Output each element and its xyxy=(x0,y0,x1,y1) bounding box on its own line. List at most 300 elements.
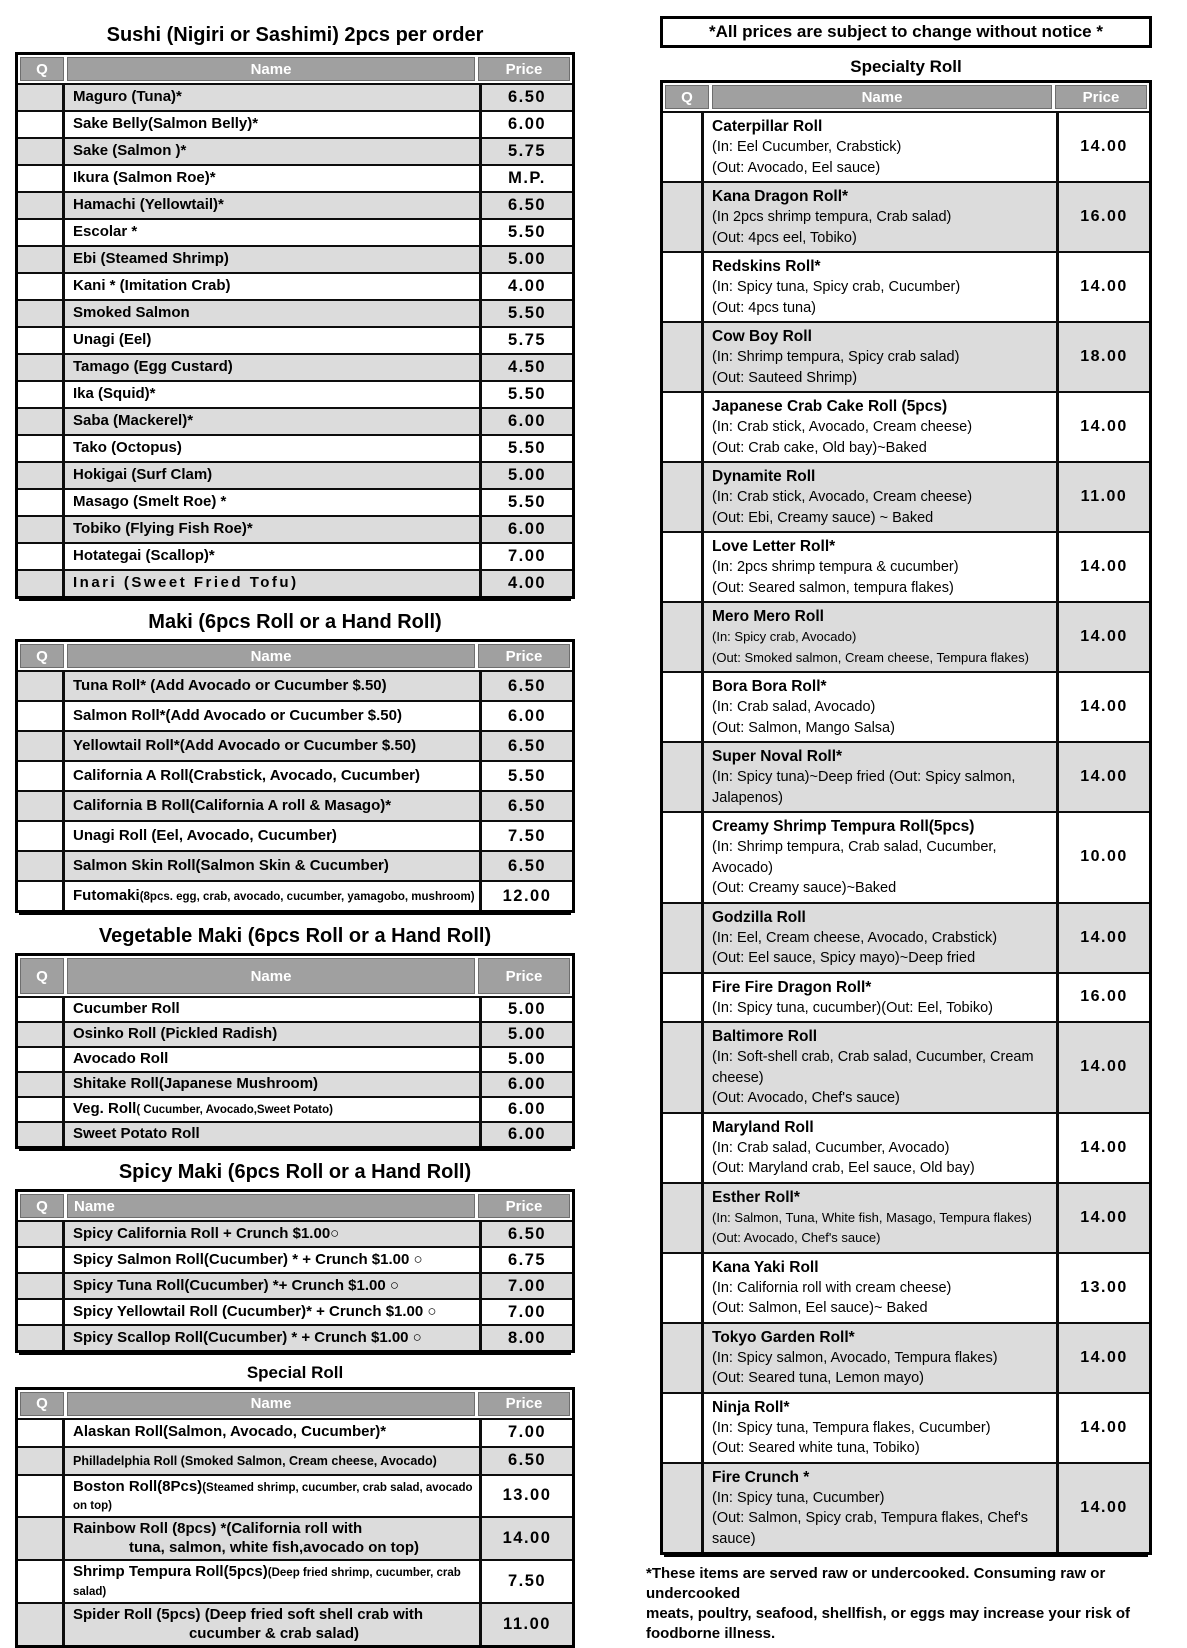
item-price-cell: 5.00 xyxy=(479,247,572,272)
quantity-cell xyxy=(663,1394,704,1462)
menu-section-sushi xyxy=(15,24,575,599)
item-name-cell xyxy=(704,1114,1056,1182)
item-price-cell: 13.00 xyxy=(479,1476,572,1517)
item-detail-line: (In: Spicy tuna, Cucumber) xyxy=(712,1489,885,1506)
item-name-cell xyxy=(65,732,479,760)
item-name-cell xyxy=(704,1254,1056,1322)
item-detail-line: (Out: Ebi, Creamy sauce) ~ Baked xyxy=(712,509,934,526)
item-detail-line: (Out: 4pcs eel, Tobiko) xyxy=(712,229,857,246)
item-name xyxy=(73,493,475,512)
column-header-quantity: Q xyxy=(20,57,64,81)
quantity-cell xyxy=(18,166,65,191)
menu-row xyxy=(18,850,572,880)
item-price-cell: 4.00 xyxy=(479,571,572,596)
item-name-text: Godzilla Roll xyxy=(712,908,806,926)
item-name-text: Kana Dragon Roll* xyxy=(712,188,849,205)
disclaimer-line-2: meats, poultry, seafood, shellfish, or eggs may increase your risk of foodborne illness. xyxy=(646,1605,1131,1642)
item-name-cell xyxy=(704,393,1056,461)
menu-row xyxy=(18,326,572,353)
item-name-cell xyxy=(65,792,479,820)
item-name-cell xyxy=(704,183,1056,251)
item-price-cell: 14.00 xyxy=(1056,904,1149,972)
item-name-cell xyxy=(65,1561,479,1602)
item-name-cell xyxy=(65,1023,479,1046)
item-name-text: Tamago (Egg Custard) xyxy=(73,358,233,376)
item-detail-line: (In: Salmon, Tuna, White fish, Masago, Tempura flakes)(Out: Avocado, Chef's sauce) xyxy=(712,1209,1032,1245)
item-price-cell: 5.50 xyxy=(479,762,572,790)
item-name-text: Spicy Salmon Roll(Cucumber) * + Crunch $1.00 ○ xyxy=(73,1250,423,1268)
menu-row xyxy=(18,1246,572,1272)
item-detail-line: (Out: Salmon, Spicy crab, Tempura flakes, Chef's sauce) xyxy=(712,1510,1028,1547)
menu-row xyxy=(663,461,1149,531)
item-detail-line: (In: Spicy salmon, Avocado, Tempura flakes) xyxy=(712,1349,998,1366)
item-detail-line: (In: Spicy tuna, Spicy crab, Cucumber) xyxy=(712,279,961,295)
menu-row xyxy=(18,1021,572,1046)
menu-row xyxy=(663,251,1149,321)
item-name-text: Fire Fire Dragon Roll* xyxy=(712,978,872,996)
item-name-text: Hamachi (Yellowtail)* xyxy=(73,196,224,214)
quantity-cell xyxy=(18,1023,65,1046)
specialty-roll-table xyxy=(660,80,1152,1555)
item-name xyxy=(73,1075,475,1094)
item-name-cell xyxy=(65,301,479,326)
item-name-cell xyxy=(65,409,479,434)
item-price-cell: 4.50 xyxy=(479,355,572,380)
item-name-text: Maryland Roll xyxy=(712,1118,814,1136)
menu-row xyxy=(18,1324,572,1350)
item-price-cell: 6.50 xyxy=(479,1222,572,1246)
menu-row xyxy=(18,407,572,434)
item-name xyxy=(73,439,475,458)
section-title-sushi: Sushi (Nigiri or Sashimi) 2pcs per order xyxy=(106,24,484,46)
item-price-cell: 14.00 xyxy=(1056,533,1149,601)
item-name-cell xyxy=(65,436,479,461)
item-detail-line: (Out: Seared salmon, tempura flakes) xyxy=(712,579,954,596)
menu-table-spicy xyxy=(15,1189,575,1353)
item-detail-line: (Out: Avocado, Chef's sauce) xyxy=(712,1090,900,1106)
item-detail-line: (In: Shrimp tempura, Spicy crab salad) xyxy=(712,349,960,365)
item-name-cell xyxy=(704,323,1056,391)
quantity-cell xyxy=(663,113,704,181)
item-price-cell: 11.00 xyxy=(479,1604,572,1645)
item-name-cell xyxy=(65,1300,479,1324)
item-detail-line: (In: Crab stick, Avocado, Cream cheese) xyxy=(712,489,973,505)
quantity-cell xyxy=(18,517,65,542)
menu-row xyxy=(18,1602,572,1645)
column-header-name: Name xyxy=(67,1392,475,1416)
quantity-cell xyxy=(18,1420,65,1446)
item-name-text: Cucumber Roll xyxy=(73,1000,180,1018)
menu-table-specialty xyxy=(660,80,1152,1555)
item-price-cell: 4.00 xyxy=(479,274,572,299)
quantity-cell xyxy=(663,1184,704,1252)
item-name xyxy=(73,1452,475,1470)
item-detail-line: (In: Spicy tuna, Tempura flakes, Cucumber) xyxy=(712,1419,991,1436)
item-name-cell xyxy=(704,673,1056,741)
item-price-cell: 16.00 xyxy=(1056,974,1149,1022)
quantity-cell xyxy=(663,603,704,671)
menu-row xyxy=(18,299,572,326)
item-name xyxy=(73,1100,475,1119)
menu-row xyxy=(18,1559,572,1602)
item-name-text: Mero Mero Roll xyxy=(712,608,824,625)
column-header-quantity: Q xyxy=(20,1392,64,1416)
item-name-cell xyxy=(65,220,479,245)
quantity-cell xyxy=(18,822,65,850)
item-detail-line: (Out: Avocado, Eel sauce) xyxy=(712,159,881,176)
item-name-cell xyxy=(65,822,479,850)
item-note: ( Cucumber, Avocado,Sweet Potato) xyxy=(136,1104,333,1117)
quantity-cell xyxy=(663,1464,704,1553)
item-name-cell xyxy=(65,1073,479,1096)
item-name-cell xyxy=(65,463,479,488)
column-header-name: Name xyxy=(67,958,475,994)
item-name xyxy=(73,1000,475,1019)
quantity-cell xyxy=(18,1222,65,1246)
item-name-text: Rainbow Roll (8pcs) *(California roll with xyxy=(73,1520,363,1538)
column-header-quantity: Q xyxy=(20,1194,64,1218)
item-name-text: Maguro (Tuna)* xyxy=(73,88,182,106)
item-name xyxy=(73,142,475,161)
item-price-cell: 12.00 xyxy=(479,882,572,910)
menu-row xyxy=(18,880,572,910)
quantity-cell xyxy=(18,85,65,110)
item-name xyxy=(73,223,475,242)
section-title-spicy: Spicy Maki (6pcs Roll or a Hand Roll) xyxy=(118,1161,472,1183)
menu-row xyxy=(663,601,1149,671)
item-price-cell: 16.00 xyxy=(1056,183,1149,251)
menu-row xyxy=(18,542,572,569)
item-name-text: Spider Roll (5pcs) (Deep fried soft shell crab with xyxy=(73,1605,424,1623)
item-name-text: Hotategai (Scallop)* xyxy=(73,547,215,565)
item-name-text: California B Roll(California A roll & Masago)* xyxy=(73,796,392,814)
quantity-cell xyxy=(663,393,704,461)
quantity-cell xyxy=(663,463,704,531)
item-name-cell xyxy=(65,544,479,569)
right-column xyxy=(646,16,1152,1644)
menu-row xyxy=(18,191,572,218)
menu-row xyxy=(18,1446,572,1474)
quantity-cell xyxy=(663,813,704,902)
item-name-text: Creamy Shrimp Tempura Roll(5pcs) xyxy=(712,818,975,835)
item-name-text: Shrimp Tempura Roll(5pcs) xyxy=(73,1563,268,1581)
item-name-text: Salmon Roll*(Add Avocado or Cucumber $.50) xyxy=(73,706,402,724)
column-header-price: Price xyxy=(478,958,570,994)
item-detail-line: (Out: Seared white tuna, Tobiko) xyxy=(712,1440,920,1456)
menu-row xyxy=(663,671,1149,741)
item-name xyxy=(73,707,475,726)
item-name-text: Smoked Salmon xyxy=(73,304,190,322)
item-name xyxy=(73,737,475,756)
menu-row xyxy=(18,245,572,272)
item-name-line2: tuna, salmon, white fish,avocado on top) xyxy=(128,1539,420,1557)
item-price-cell: 7.50 xyxy=(479,822,572,850)
item-name-cell xyxy=(65,1476,479,1517)
item-note: (Deep fried shrimp, cucumber, crab salad) xyxy=(73,1567,461,1598)
menu-row xyxy=(18,461,572,488)
menu-row xyxy=(663,1252,1149,1322)
item-name-cell xyxy=(65,882,479,910)
item-price-cell: 6.50 xyxy=(479,193,572,218)
price-notice-banner: *All prices are subject to change without notice * xyxy=(660,16,1152,48)
item-name-text: Redskins Roll* xyxy=(712,258,821,275)
menu-row xyxy=(18,1121,572,1146)
quantity-cell xyxy=(18,852,65,880)
item-detail-line: (In: Crab salad, Cucumber, Avocado) xyxy=(712,1139,950,1156)
column-header-name: Name xyxy=(67,57,475,81)
quantity-cell xyxy=(18,702,65,730)
item-price-cell: 8.00 xyxy=(479,1326,572,1350)
table-header-row xyxy=(18,956,572,996)
quantity-cell xyxy=(18,1123,65,1146)
item-name-text: Spicy California Roll + Crunch $1.00○ xyxy=(73,1224,340,1242)
quantity-cell xyxy=(18,220,65,245)
section-title-vegetable: Vegetable Maki (6pcs Roll or a Hand Roll) xyxy=(98,925,492,947)
menu-row xyxy=(18,1418,572,1446)
item-name-cell xyxy=(65,1248,479,1272)
item-detail-line: (Out: Seared tuna, Lemon mayo) xyxy=(712,1370,924,1386)
item-name xyxy=(73,1520,475,1539)
item-name xyxy=(73,1050,475,1069)
menu-row xyxy=(18,996,572,1021)
item-detail-line: (Out: Eel sauce, Spicy mayo)~Deep fried xyxy=(712,950,976,966)
menu-row xyxy=(663,972,1149,1022)
item-name-text: Unagi (Eel) xyxy=(73,331,152,349)
item-name-text: Ikura (Salmon Roe)* xyxy=(73,169,216,187)
menu-row xyxy=(18,569,572,596)
quantity-cell xyxy=(663,1114,704,1182)
menu-table-sushi xyxy=(15,52,575,599)
item-name-cell xyxy=(65,1123,479,1146)
column-header-quantity: Q xyxy=(20,958,64,994)
item-price-cell: 6.00 xyxy=(479,1123,572,1146)
item-detail-line: (In: Shrimp tempura, Crab salad, Cucumber, Avocado) xyxy=(712,839,997,876)
item-name xyxy=(73,1606,475,1625)
item-detail-line: (Out: 4pcs tuna) xyxy=(712,299,816,316)
item-detail-line: (In 2pcs shrimp tempura, Crab salad) xyxy=(712,209,952,225)
menu-row xyxy=(663,391,1149,461)
item-name-cell xyxy=(704,253,1056,321)
menu-row xyxy=(18,1071,572,1096)
item-name-cell xyxy=(65,112,479,137)
item-name-text: Kana Yaki Roll xyxy=(712,1258,819,1276)
item-name-cell xyxy=(65,1274,479,1298)
quantity-cell xyxy=(18,139,65,164)
quantity-cell xyxy=(663,974,704,1022)
quantity-cell xyxy=(18,382,65,407)
menu-row xyxy=(663,1112,1149,1182)
item-name-cell xyxy=(704,1464,1056,1553)
item-detail-line: (Out: Creamy sauce)~Baked xyxy=(712,880,897,896)
menu-section-vegetable xyxy=(15,925,575,1149)
item-price-cell: 7.00 xyxy=(479,1420,572,1446)
item-price-cell: 5.00 xyxy=(479,1023,572,1046)
item-price-cell: 6.50 xyxy=(479,732,572,760)
quantity-cell xyxy=(18,1448,65,1474)
quantity-cell xyxy=(18,1326,65,1350)
table-header-row xyxy=(18,642,572,670)
quantity-cell xyxy=(663,904,704,972)
menu-row xyxy=(18,272,572,299)
menu-row xyxy=(18,1272,572,1298)
item-name-cell xyxy=(65,139,479,164)
item-name-text: Caterpillar Roll xyxy=(712,118,823,135)
item-detail-line: (In: Eel, Cream cheese, Avocado, Crabstick) xyxy=(712,929,998,946)
column-header-name: Name xyxy=(67,644,475,668)
item-name-text: Shitake Roll(Japanese Mushroom) xyxy=(73,1075,319,1093)
item-name-text: Fire Crunch * xyxy=(712,1468,810,1486)
item-price-cell: 14.00 xyxy=(479,1518,572,1559)
quantity-cell xyxy=(18,998,65,1021)
table-header-row xyxy=(663,83,1149,111)
menu-row xyxy=(18,730,572,760)
item-name-cell xyxy=(65,85,479,110)
item-name xyxy=(73,250,475,269)
column-header-price: Price xyxy=(478,644,570,668)
table-header-row xyxy=(18,1390,572,1418)
quantity-cell xyxy=(18,1073,65,1096)
item-name-text: Yellowtail Roll*(Add Avocado or Cucumber $.50) xyxy=(73,736,417,754)
item-price-cell: 5.00 xyxy=(479,998,572,1021)
item-price-cell: 6.00 xyxy=(479,517,572,542)
menu-row xyxy=(663,1462,1149,1553)
menu-row xyxy=(18,1046,572,1071)
item-detail-line: (Out: Crab cake, Old bay)~Baked xyxy=(712,439,927,456)
item-name-cell xyxy=(65,672,479,700)
quantity-cell xyxy=(663,183,704,251)
item-name-text: Avocado Roll xyxy=(73,1050,169,1068)
item-price-cell: 6.50 xyxy=(479,672,572,700)
item-price-cell: 10.00 xyxy=(1056,813,1149,902)
item-price-cell: 6.00 xyxy=(479,1073,572,1096)
quantity-cell xyxy=(18,301,65,326)
item-detail-line: (Out: Sauteed Shrimp) xyxy=(712,369,858,386)
item-price-cell: 11.00 xyxy=(1056,463,1149,531)
item-detail-line: (In: Eel Cucumber, Crabstick) xyxy=(712,139,902,155)
item-name-text: Hokigai (Surf Clam) xyxy=(73,466,213,484)
quantity-cell xyxy=(18,1098,65,1121)
item-name-cell xyxy=(65,193,479,218)
column-header-price: Price xyxy=(478,1194,570,1218)
item-name-text: Veg. Roll xyxy=(73,1100,137,1118)
item-name-cell xyxy=(65,1448,479,1474)
item-price-cell: 6.50 xyxy=(479,792,572,820)
item-price-cell: 5.50 xyxy=(479,301,572,326)
item-price-cell: 6.50 xyxy=(479,852,572,880)
item-price-cell: 6.50 xyxy=(479,85,572,110)
item-name-text: Kani * (Imitation Crab) xyxy=(73,277,231,295)
item-name-cell xyxy=(65,1604,479,1645)
quantity-cell xyxy=(18,672,65,700)
item-name-cell xyxy=(704,1324,1056,1392)
item-price-cell: 14.00 xyxy=(1056,1394,1149,1462)
item-name-text: Sake Belly(Salmon Belly)* xyxy=(73,115,259,133)
item-price-cell: 14.00 xyxy=(1056,113,1149,181)
left-column xyxy=(15,24,575,1648)
item-name xyxy=(73,1225,475,1244)
item-name-text: Spicy Tuna Roll(Cucumber) *+ Crunch $1.00 ○ xyxy=(73,1276,399,1294)
quantity-cell xyxy=(18,1518,65,1559)
item-price-cell: 6.00 xyxy=(479,409,572,434)
column-header-quantity: Q xyxy=(665,85,709,109)
item-name-cell xyxy=(704,1184,1056,1252)
item-price-cell: 5.50 xyxy=(479,382,572,407)
quantity-cell xyxy=(663,1254,704,1322)
item-name xyxy=(73,412,475,431)
item-name-text: Masago (Smelt Roe) * xyxy=(73,493,227,511)
item-price-cell: 14.00 xyxy=(1056,1023,1149,1112)
quantity-cell xyxy=(663,533,704,601)
item-name-text: Saba (Mackerel)* xyxy=(73,412,194,430)
item-name-cell xyxy=(65,1098,479,1121)
item-name xyxy=(73,1025,475,1044)
item-name xyxy=(73,304,475,323)
section-title-special: Special Roll xyxy=(246,1363,344,1382)
table-header-row xyxy=(18,1192,572,1220)
quantity-cell xyxy=(18,762,65,790)
item-name xyxy=(73,797,475,816)
quantity-cell xyxy=(18,355,65,380)
item-name-text: Unagi Roll (Eel, Avocado, Cucumber) xyxy=(73,826,337,844)
item-price-cell: 5.50 xyxy=(479,220,572,245)
item-name-text: Boston Roll(8Pcs) xyxy=(73,1477,203,1495)
quantity-cell xyxy=(18,1604,65,1645)
menu-row xyxy=(663,321,1149,391)
item-name-text: Esther Roll* xyxy=(712,1188,800,1206)
item-name-text: Spicy Scallop Roll(Cucumber) * + Crunch $1.00 ○ xyxy=(73,1328,422,1346)
menu-table-special xyxy=(15,1387,575,1648)
menu-row xyxy=(663,111,1149,181)
item-name-text: California A Roll(Crabstick, Avocado, Cucumber) xyxy=(73,766,420,784)
quantity-cell xyxy=(18,1048,65,1071)
item-note: (Steamed shrimp, cucumber, crab salad, avocado on top) xyxy=(73,1481,473,1513)
menu-row xyxy=(18,1298,572,1324)
item-price-cell: 5.50 xyxy=(479,436,572,461)
item-price-cell: 6.00 xyxy=(479,1098,572,1121)
menu-row xyxy=(18,1096,572,1121)
item-name-line2: cucumber & crab salad) xyxy=(188,1624,360,1642)
item-name-cell xyxy=(704,974,1056,1022)
item-name xyxy=(73,767,475,786)
menu-row xyxy=(663,1322,1149,1392)
item-name-text: Salmon Skin Roll(Salmon Skin & Cucumber) xyxy=(73,856,389,874)
menu-table-maki xyxy=(15,639,575,913)
quantity-cell xyxy=(18,1274,65,1298)
quantity-cell xyxy=(18,274,65,299)
item-name-text: Spicy Yellowtail Roll (Cucumber)* + Crunch $1.00 ○ xyxy=(73,1302,437,1320)
item-name-cell xyxy=(65,571,479,596)
quantity-cell xyxy=(663,323,704,391)
item-price-cell: 14.00 xyxy=(1056,1324,1149,1392)
item-price-cell: 5.75 xyxy=(479,139,572,164)
item-detail-line: (In: Crab salad, Avocado) xyxy=(712,699,876,715)
menu-row xyxy=(663,902,1149,972)
item-price-cell: M.P. xyxy=(479,166,572,191)
item-detail-line: (Out: Smoked salmon, Cream cheese, Tempura flakes) xyxy=(712,649,1029,665)
item-detail-line: (In: Crab stick, Avocado, Cream cheese) xyxy=(712,419,973,435)
item-price-cell: 6.50 xyxy=(479,1448,572,1474)
item-name-text: Japanese Crab Cake Roll (5pcs) xyxy=(712,398,948,415)
quantity-cell xyxy=(18,328,65,353)
quantity-cell xyxy=(663,1324,704,1392)
item-price-cell: 7.00 xyxy=(479,544,572,569)
table-header-row xyxy=(18,55,572,83)
menu-row xyxy=(18,218,572,245)
section-title-maki: Maki (6pcs Roll or a Hand Roll) xyxy=(148,611,442,633)
item-detail-line: (In: Spicy tuna)~Deep fried (Out: Spicy salmon, Jalapenos) xyxy=(712,769,1016,806)
item-name-text: Baltimore Roll xyxy=(712,1028,818,1045)
item-price-cell: 7.00 xyxy=(479,1300,572,1324)
